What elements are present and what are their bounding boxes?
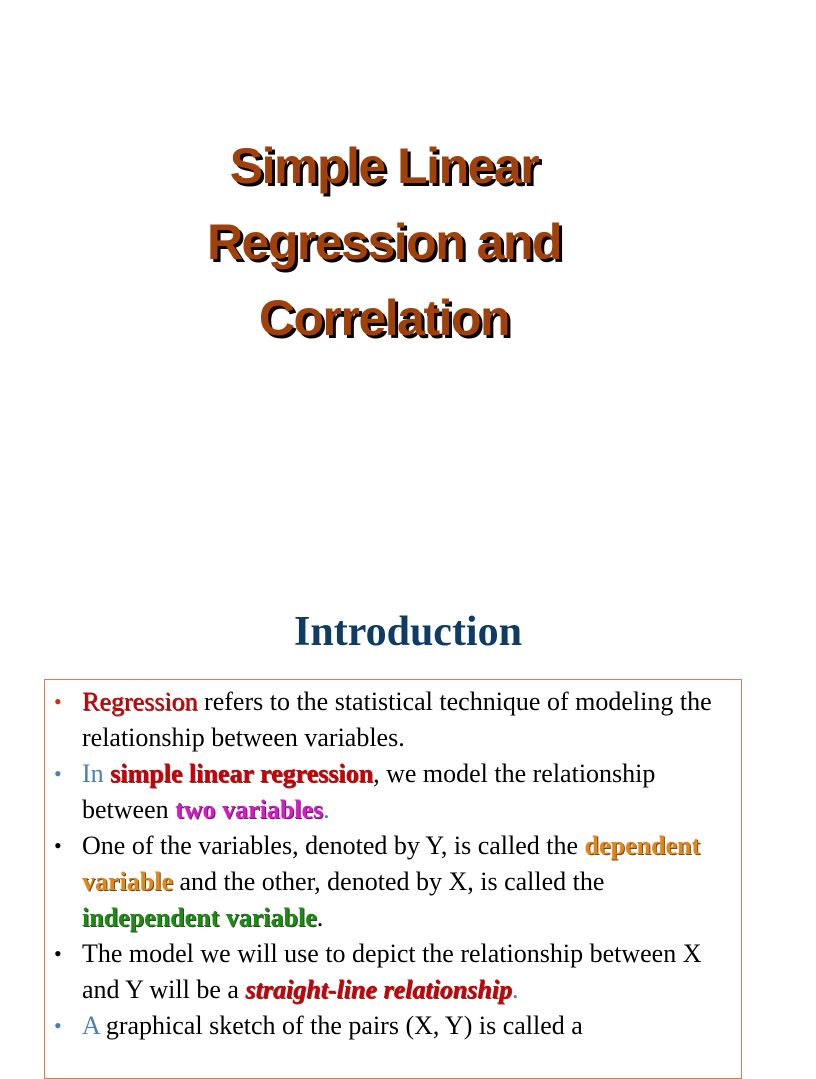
bullet-dot-icon: • <box>54 1013 62 1038</box>
bullet-text: graphical sketch of the pairs (X, Y) is called a <box>105 1011 583 1040</box>
bullet-text: One of the variables, denoted by Y, is called the <box>82 831 585 860</box>
keyword-regression: Regression <box>82 687 198 716</box>
bullet-end-punct: . <box>512 975 519 1004</box>
bullet-simple-linear-regression <box>45 756 743 828</box>
bullet-model <box>45 936 743 1008</box>
bullet-end-punct: . <box>323 795 330 824</box>
title-line-3: Correlation <box>258 290 510 346</box>
bullet-lead-text: In <box>82 759 111 788</box>
bullet-text: , we model the relationship between <box>82 759 656 824</box>
keyword-simple-linear-regression: simple linear regression <box>110 759 374 788</box>
bullet-text: The model we will use to depict the relationship between X and Y will be a <box>82 939 702 1004</box>
bullet-dot-icon: • <box>54 833 62 858</box>
bullet-dot-icon: • <box>54 689 62 714</box>
keyword-dependent-variable: dependent variable <box>82 831 701 896</box>
bullet-list <box>45 684 743 1044</box>
bullet-lead-text: A <box>82 1011 106 1040</box>
keyword-independent-variable: independent variable <box>82 903 317 932</box>
bullet-regression <box>45 684 743 756</box>
bullet-end-punct: . <box>316 903 324 932</box>
title-line-2: Regression and <box>206 214 562 270</box>
intro-heading: Introduction <box>294 609 522 655</box>
keyword-straight-line-relationship: straight-line relationship <box>245 975 512 1004</box>
content-box <box>44 679 742 1079</box>
bullet-dot-icon: • <box>54 941 62 966</box>
bullet-variables <box>45 828 743 936</box>
main-title <box>0 128 768 356</box>
bullet-graphical-sketch <box>45 1008 743 1044</box>
keyword-two-variables: two variables <box>175 795 324 824</box>
bullet-text-2: and the other, denoted by X, is called the <box>173 867 605 896</box>
title-line-1: Simple Linear <box>229 138 539 194</box>
title-slide <box>0 0 768 560</box>
bullet-text: refers to the statistical technique of modeling the relationship between variables. <box>82 687 712 752</box>
bullet-dot-icon: • <box>54 761 62 786</box>
